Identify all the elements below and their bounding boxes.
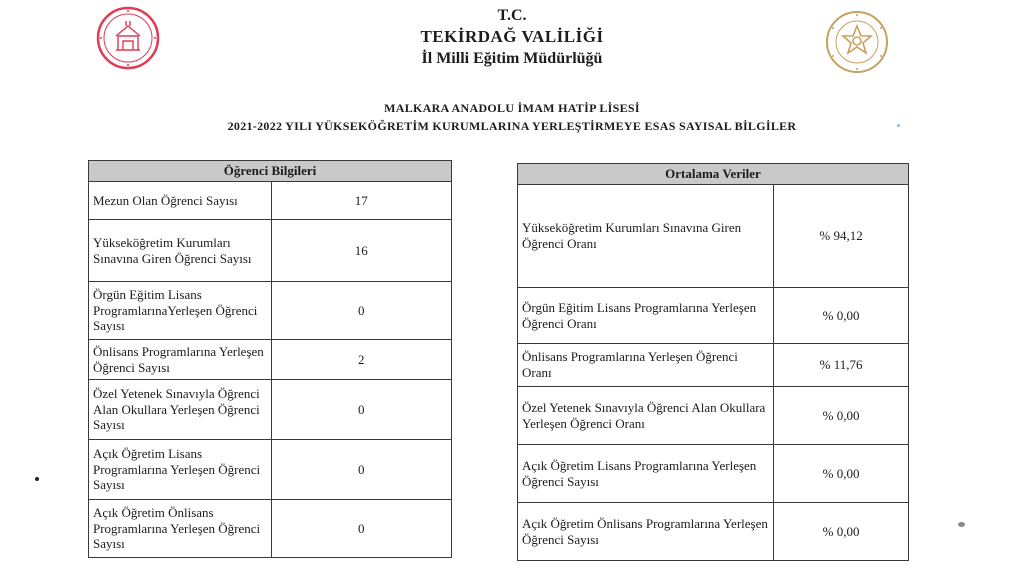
row-label: Açık Öğretim Lisans Programlarına Yerleşen Öğrenci Sayısı <box>518 445 774 503</box>
table-row <box>89 182 452 220</box>
row-value: 0 <box>271 282 451 340</box>
scan-speck <box>35 477 39 481</box>
table-row <box>89 220 452 282</box>
table-row <box>89 282 452 340</box>
row-label: Açık Öğretim Lisans Programlarına Yerleşen Öğrenci Sayısı <box>89 440 272 500</box>
header-tc: T.C. <box>497 7 527 24</box>
table-row <box>518 387 909 445</box>
average-data-header: Ortalama Veriler <box>518 164 909 185</box>
row-value: % 0,00 <box>774 445 909 503</box>
table-row <box>89 440 452 500</box>
table-row <box>518 344 909 387</box>
row-value: 0 <box>271 440 451 500</box>
header-valilik: TEKİRDAĞ VALİLİĞİ <box>420 27 604 46</box>
row-value: % 94,12 <box>774 185 909 288</box>
student-info-table <box>88 160 452 558</box>
row-value: 0 <box>271 380 451 440</box>
table-row <box>518 288 909 344</box>
school-name: MALKARA ANADOLU İMAM HATİP LİSESİ <box>384 101 640 115</box>
row-label: Örgün Eğitim Lisans ProgramlarınaYerleşen Öğrenci Sayısı <box>89 282 272 340</box>
scan-speck <box>958 522 965 527</box>
row-label: Mezun Olan Öğrenci Sayısı <box>89 182 272 220</box>
row-label: Açık Öğretim Önlisans Programlarına Yerleşen Öğrenci Sayısı <box>518 503 774 561</box>
table-row <box>518 445 909 503</box>
table-row <box>518 503 909 561</box>
scan-speck <box>897 124 900 127</box>
row-label: Özel Yetenek Sınavıyla Öğrenci Alan Okullara Yerleşen Öğrenci Sayısı <box>89 380 272 440</box>
row-label: Açık Öğretim Önlisans Programlarına Yerleşen Öğrenci Sayısı <box>89 500 272 558</box>
row-value: 2 <box>271 340 451 380</box>
row-value: 16 <box>271 220 451 282</box>
row-label: Örgün Eğitim Lisans Programlarına Yerleşen Öğrenci Oranı <box>518 288 774 344</box>
row-label: Önlisans Programlarına Yerleşen Öğrenci Oranı <box>518 344 774 387</box>
row-label: Yükseköğretim Kurumları Sınavına Giren Öğrenci Sayısı <box>89 220 272 282</box>
average-data-table <box>517 163 909 561</box>
row-value: 17 <box>271 182 451 220</box>
header-mudurluk: İl Milli Eğitim Müdürlüğü <box>421 50 603 67</box>
table-row <box>89 340 452 380</box>
table-row <box>89 500 452 558</box>
row-value: % 0,00 <box>774 503 909 561</box>
row-value: % 0,00 <box>774 288 909 344</box>
row-value: 0 <box>271 500 451 558</box>
table-row <box>89 380 452 440</box>
row-value: % 11,76 <box>774 344 909 387</box>
table-row <box>518 185 909 288</box>
student-info-header: Öğrenci Bilgileri <box>89 161 452 182</box>
document-title: 2021-2022 YILI YÜKSEKÖĞRETİM KURUMLARINA YERLEŞTİRMEYE ESAS SAYISAL BİLGİLER <box>227 119 797 133</box>
row-label: Özel Yetenek Sınavıyla Öğrenci Alan Okullara Yerleşen Öğrenci Oranı <box>518 387 774 445</box>
row-value: % 0,00 <box>774 387 909 445</box>
row-label: Yükseköğretim Kurumları Sınavına Giren Öğrenci Oranı <box>518 185 774 288</box>
row-label: Önlisans Programlarına Yerleşen Öğrenci Sayısı <box>89 340 272 380</box>
